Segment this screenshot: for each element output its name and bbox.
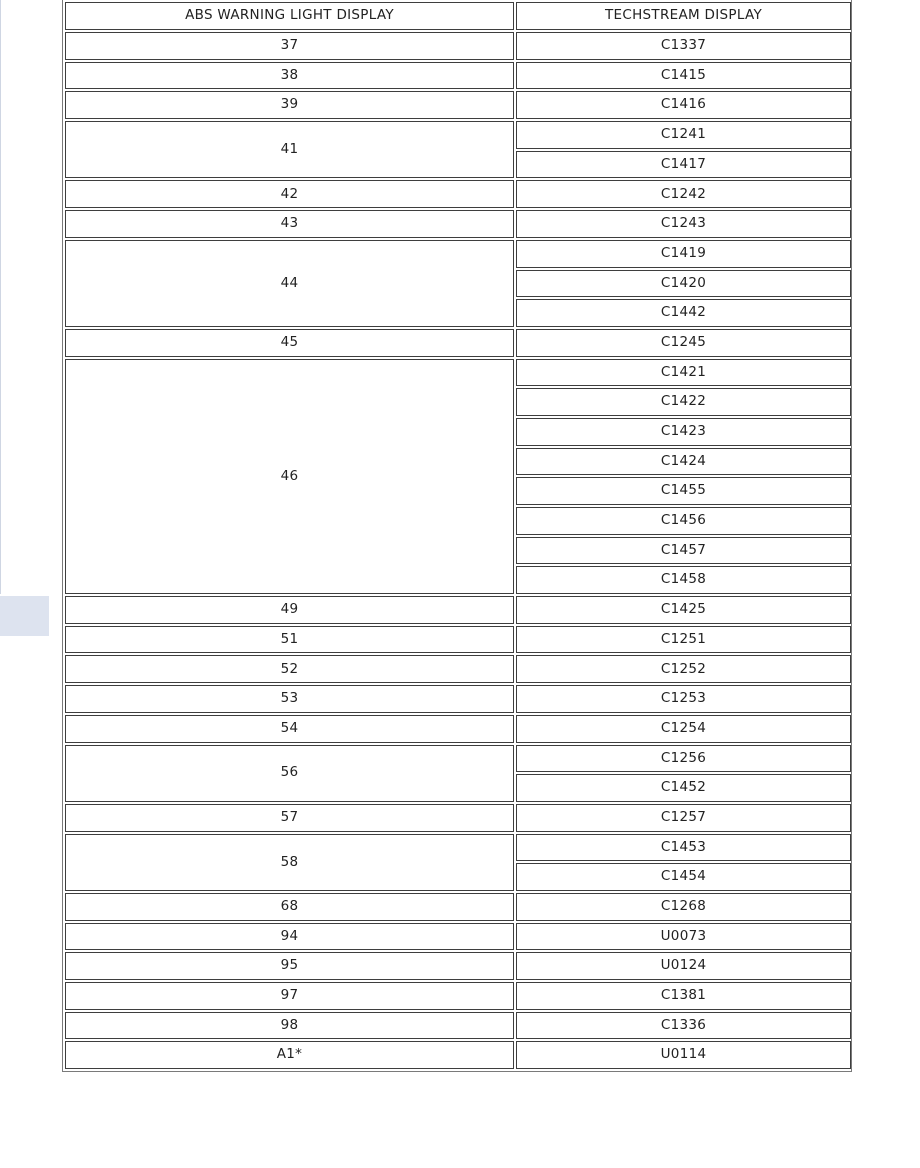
table-row [65,715,851,743]
techstream-code-cell: C1458 [516,566,851,594]
table-row [65,923,851,951]
table-row [65,329,851,357]
abs-warning-code-cell: 94 [65,923,514,951]
abs-warning-code-cell: 54 [65,715,514,743]
techstream-code-cell: C1252 [516,655,851,683]
abs-warning-code-cell: 95 [65,952,514,980]
techstream-code-cell: U0114 [516,1041,851,1069]
abs-warning-code-cell: 51 [65,626,514,654]
abs-warning-code-cell: 49 [65,596,514,624]
abs-warning-code-cell: 58 [65,834,514,891]
techstream-code-cell: C1381 [516,982,851,1010]
table-row [65,596,851,624]
abs-warning-code-cell: A1* [65,1041,514,1069]
abs-warning-code-cell: 45 [65,329,514,357]
techstream-code-cell: C1243 [516,210,851,238]
dtc-table-container [62,0,852,1072]
abs-warning-code-cell: 43 [65,210,514,238]
abs-warning-code-cell: 97 [65,982,514,1010]
techstream-code-cell: C1419 [516,240,851,268]
header-row [65,2,851,30]
table-row [65,626,851,654]
table-row [65,745,851,773]
abs-warning-code-cell: 38 [65,62,514,90]
abs-warning-code-cell: 56 [65,745,514,802]
table-row [65,180,851,208]
table-row [65,240,851,268]
table-row [65,1012,851,1040]
abs-warning-code-cell: 57 [65,804,514,832]
techstream-code-cell: C1251 [516,626,851,654]
techstream-code-cell: C1456 [516,507,851,535]
techstream-code-cell: C1254 [516,715,851,743]
table-row [65,685,851,713]
table-row [65,91,851,119]
abs-warning-code-cell: 44 [65,240,514,327]
techstream-code-cell: C1457 [516,537,851,565]
table-row [65,32,851,60]
techstream-code-cell: C1337 [516,32,851,60]
table-row [65,804,851,832]
techstream-code-cell: C1245 [516,329,851,357]
techstream-code-cell: C1268 [516,893,851,921]
techstream-code-cell: C1421 [516,359,851,387]
header-techstream-display: TECHSTREAM DISPLAY [516,2,851,30]
techstream-code-cell: U0073 [516,923,851,951]
techstream-code-cell: U0124 [516,952,851,980]
table-row [65,952,851,980]
techstream-code-cell: C1455 [516,477,851,505]
techstream-code-cell: C1256 [516,745,851,773]
techstream-code-cell: C1253 [516,685,851,713]
abs-warning-code-cell: 98 [65,1012,514,1040]
left-margin-rule [0,0,1,594]
techstream-code-cell: C1416 [516,91,851,119]
techstream-code-cell: C1453 [516,834,851,862]
table-body [65,32,851,1069]
table-row [65,359,851,387]
techstream-code-cell: C1241 [516,121,851,149]
abs-warning-code-cell: 68 [65,893,514,921]
techstream-code-cell: C1422 [516,388,851,416]
abs-warning-code-cell: 37 [65,32,514,60]
techstream-code-cell: C1454 [516,863,851,891]
techstream-code-cell: C1452 [516,774,851,802]
table-row [65,121,851,149]
techstream-code-cell: C1442 [516,299,851,327]
techstream-code-cell: C1424 [516,448,851,476]
techstream-code-cell: C1257 [516,804,851,832]
table-row [65,210,851,238]
techstream-code-cell: C1415 [516,62,851,90]
abs-warning-code-cell: 42 [65,180,514,208]
side-tab[interactable] [0,596,49,636]
header-abs-warning-light-display: ABS WARNING LIGHT DISPLAY [65,2,514,30]
table-header [65,2,851,30]
techstream-code-cell: C1425 [516,596,851,624]
techstream-code-cell: C1420 [516,270,851,298]
techstream-code-cell: C1423 [516,418,851,446]
abs-warning-code-cell: 41 [65,121,514,178]
table-row [65,655,851,683]
abs-warning-code-cell: 53 [65,685,514,713]
table-row [65,1041,851,1069]
techstream-code-cell: C1242 [516,180,851,208]
abs-warning-code-cell: 46 [65,359,514,595]
abs-warning-code-cell: 39 [65,91,514,119]
table-row [65,62,851,90]
table-row [65,834,851,862]
table-row [65,982,851,1010]
dtc-table [63,0,853,1071]
abs-warning-code-cell: 52 [65,655,514,683]
techstream-code-cell: C1336 [516,1012,851,1040]
table-row [65,893,851,921]
techstream-code-cell: C1417 [516,151,851,179]
